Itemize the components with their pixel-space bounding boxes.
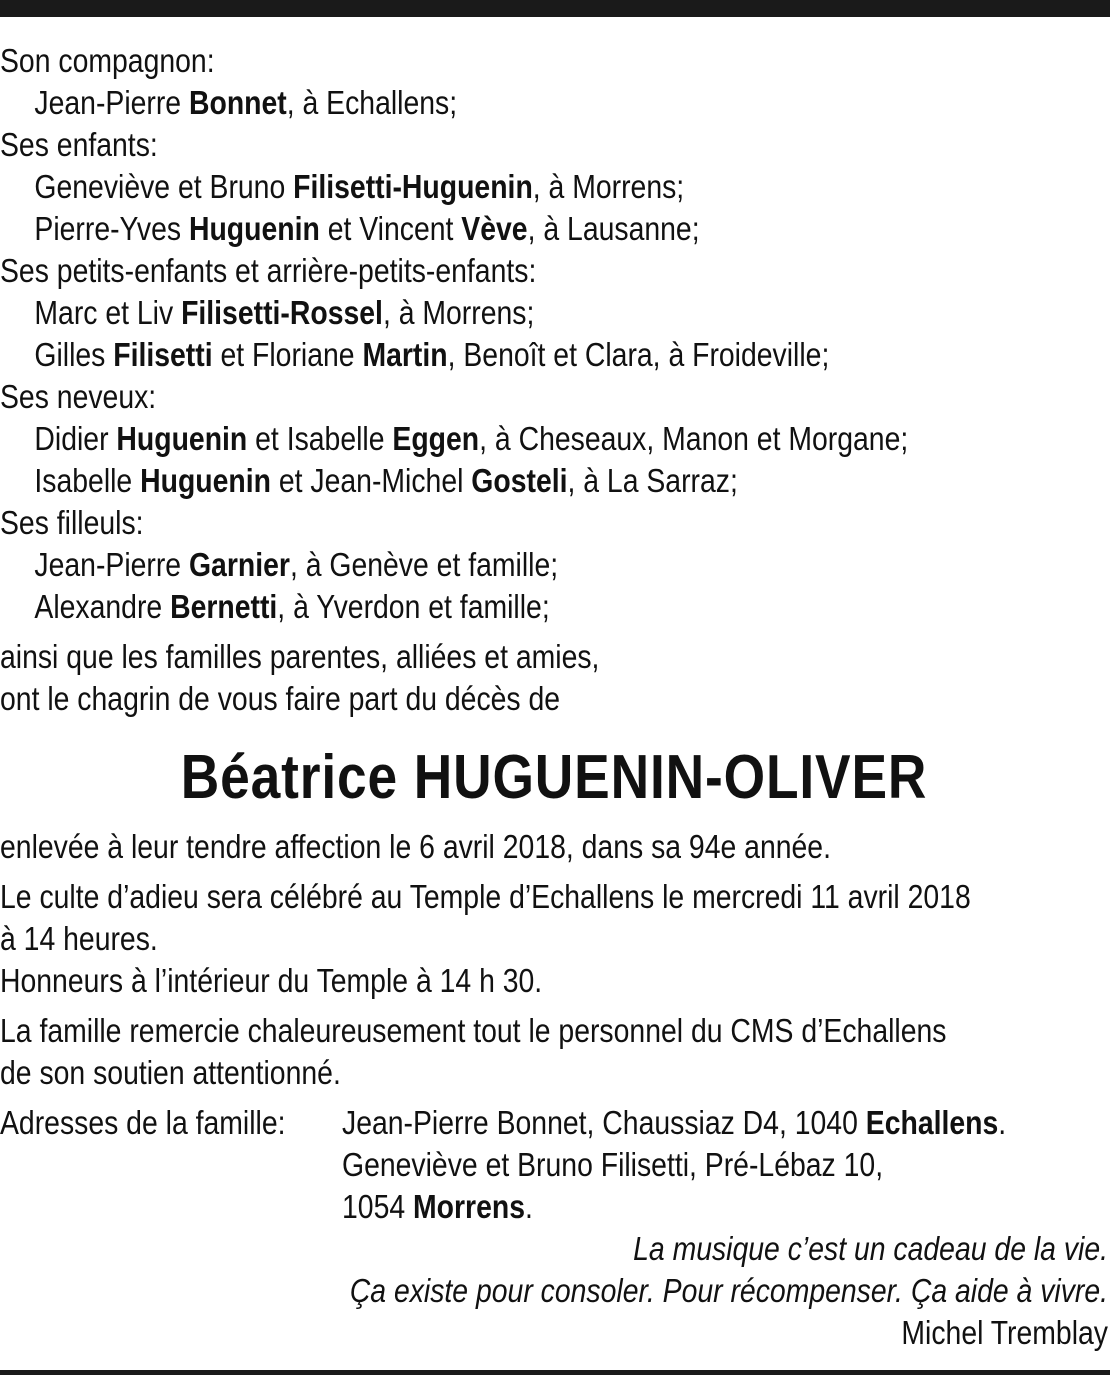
thanks-text: de son soutien attentionné. <box>0 1054 341 1091</box>
passing-text: enlevée à leur tendre affection le 6 avril 2018, dans sa 94e année. <box>0 828 831 865</box>
godchildren-heading: Ses filleuls: <box>0 504 144 541</box>
bottom-rule <box>0 1370 1110 1375</box>
companion-entry: Jean-Pierre Bonnet, à Echallens; <box>34 84 458 121</box>
grandchild-entry: Gilles Filisetti et Floriane Martin, Benoît et Clara, à Froideville; <box>34 336 830 373</box>
address-line: 1054 Morrens. <box>342 1188 533 1225</box>
godchild-entry: Alexandre Bernetti, à Yverdon et famille; <box>34 588 550 625</box>
child-entry: Pierre-Yves Huguenin et Vincent Vève, à Lausanne; <box>34 210 700 247</box>
child-entry: Geneviève et Bruno Filisetti-Huguenin, à Morrens; <box>34 168 685 205</box>
quote-line: La musique c’est un cadeau de la vie. <box>633 1230 1108 1267</box>
top-rule <box>0 0 1110 17</box>
quote-author: Michel Tremblay <box>901 1314 1108 1351</box>
thanks-text: La famille remercie chaleureusement tout le personnel du CMS d’Echallens <box>0 1012 947 1049</box>
service-text: Le culte d’adieu sera célébré au Temple d’Echallens le mercredi 11 avril 2018 <box>0 878 971 915</box>
intro-text: ainsi que les familles parentes, alliées et amies, <box>0 638 600 675</box>
addresses-label: Adresses de la famille: <box>0 1104 286 1141</box>
addresses-list <box>342 1102 1110 1228</box>
nephews-heading: Ses neveux: <box>0 378 157 415</box>
grandchild-entry: Marc et Liv Filisetti-Rossel, à Morrens; <box>34 294 535 331</box>
deceased-name: Béatrice HUGUENIN-OLIVER <box>180 743 928 812</box>
obituary-notice <box>0 40 1108 1354</box>
nephew-entry: Didier Huguenin et Isabelle Eggen, à Cheseaux, Manon et Morgane; <box>34 420 909 457</box>
family-addresses <box>0 1102 1108 1228</box>
nephew-entry: Isabelle Huguenin et Jean-Michel Gosteli, à La Sarraz; <box>34 462 738 499</box>
address-line: Jean-Pierre Bonnet, Chaussiaz D4, 1040 Echallens. <box>342 1104 1007 1141</box>
godchild-entry: Jean-Pierre Garnier, à Genève et famille; <box>34 546 559 583</box>
grandchildren-heading: Ses petits-enfants et arrière-petits-enfants: <box>0 252 537 289</box>
address-line: Geneviève et Bruno Filisetti, Pré-Lébaz 10, <box>342 1146 884 1183</box>
quote-line: Ça existe pour consoler. Pour récompenser. Ça aide à vivre. <box>349 1272 1108 1309</box>
intro-text: ont le chagrin de vous faire part du décès de <box>0 680 561 717</box>
children-heading: Ses enfants: <box>0 126 158 163</box>
honours-text: Honneurs à l’intérieur du Temple à 14 h 30. <box>0 962 543 999</box>
companion-heading: Son compagnon: <box>0 42 215 79</box>
service-text: à 14 heures. <box>0 920 158 957</box>
